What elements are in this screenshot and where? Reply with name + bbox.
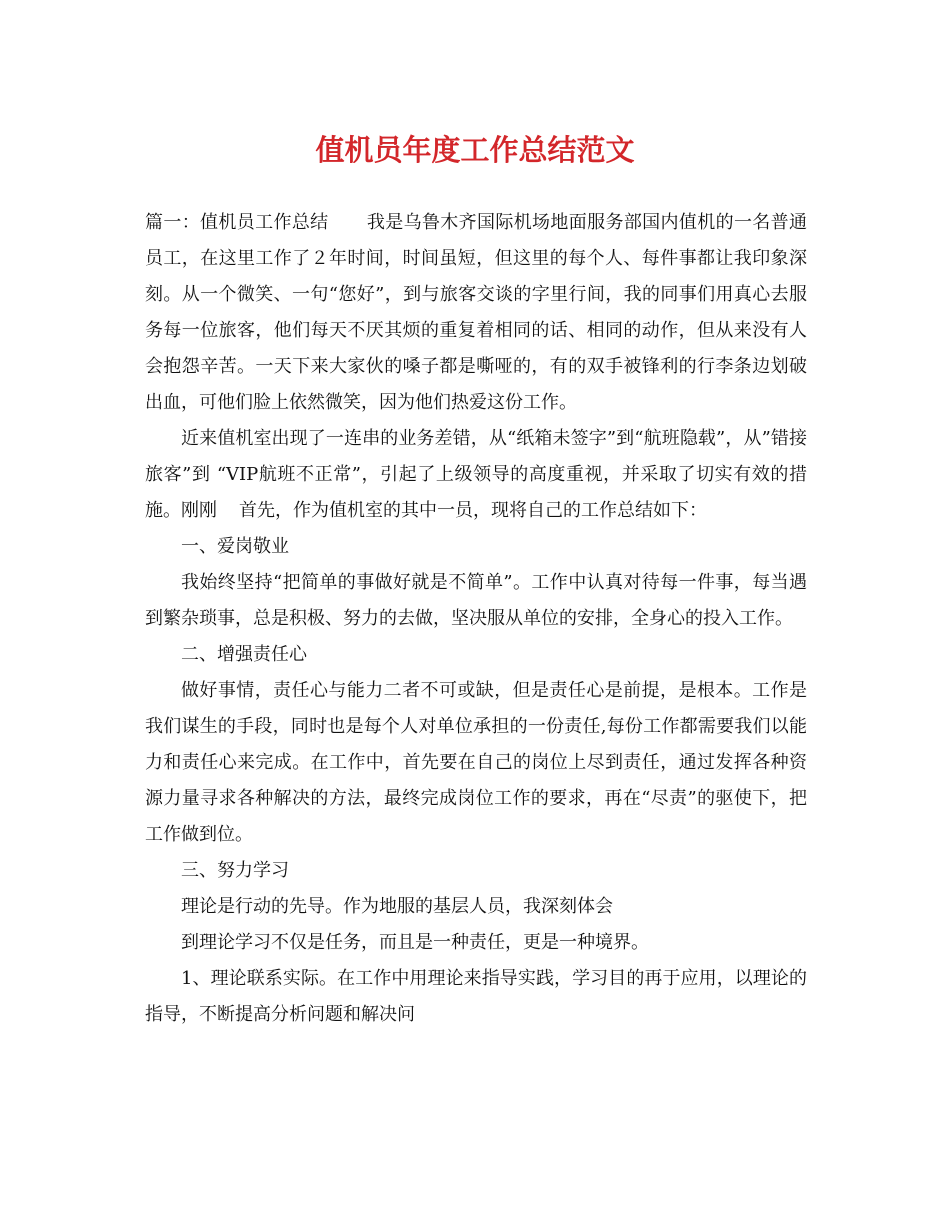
paragraph-dedication: 我始终坚持“把简单的事做好就是不简单”。工作中认真对待每一件事，每当遇到繁杂琐事，总是积极、努力的去做，坚决服从单位的安排，全身心的投入工作。: [145, 572, 807, 629]
paragraph-theory-continued: 到理论学习不仅是任务，而且是一种责任，更是一种境界。: [181, 932, 649, 953]
paragraph-errors: [145, 421, 807, 529]
paragraph-errors-text-a: 近来值机室出现了一连串的业务差错，从“纸箱未签字”到“航班隐载”，从”错接旅客”到 “VIP航班不正常”，引起了上级领导的高度重视，并采取了切实有效的措施。刚刚: [145, 428, 807, 521]
document-title: 值机员年度工作总结范文: [315, 133, 635, 167]
section-heading-3: 三、努力学习: [181, 860, 289, 881]
paragraph-practice: 1、理论联系实际。在工作中用理论来指导实践，学习目的再于应用，以理论的指导，不断提高分析问题和解决问: [145, 968, 807, 1025]
paragraph-intro-text: 我是乌鲁木齐国际机场地面服务部国内值机的一名普通员工，在这里工作了２年时间，时间虽短，但这里的每个人、每件事都让我印象深刻。从一个微笑、一句“您好”，到与旅客交谈的字里行间，我的同事们用真心去服务每一位旅客，他们每天不厌其烦的重复着相同的话、相同的动作，但从来没有人会抱怨辛苦。一天下来大家伙的嗓子都是嘶哑的，有的双手被锋利的行李条边划破出血，可他们脸上依然微笑，因为他们热爱这份工作。: [145, 212, 807, 413]
paragraph-errors-text-b: 首先，作为值机室的其中一员，现将自己的工作总结如下：: [239, 500, 707, 521]
paragraph-theory: 理论是行动的先导。作为地服的基层人员，我深刻体会: [181, 896, 613, 917]
section-heading-2: 二、增强责任心: [181, 644, 307, 665]
paragraph-intro: [145, 205, 807, 421]
section-heading-1: 一、爱岗敬业: [181, 536, 289, 557]
document-body: [145, 205, 807, 1033]
paragraph-responsibility: 做好事情，责任心与能力二者不可或缺，但是责任心是前提，是根本。工作是我们谋生的手段，同时也是每个人对单位承担的一份责任,每份工作都需要我们以能力和责任心来完成。在工作中，首先要在自己的岗位上尽到责任，通过发挥各种资源力量寻求各种解决的方法，最终完成岗位工作的要求，再在“尽责”的驱使下，把工作做到位。: [145, 680, 807, 845]
section-label: 篇一：值机员工作总结: [145, 212, 329, 233]
